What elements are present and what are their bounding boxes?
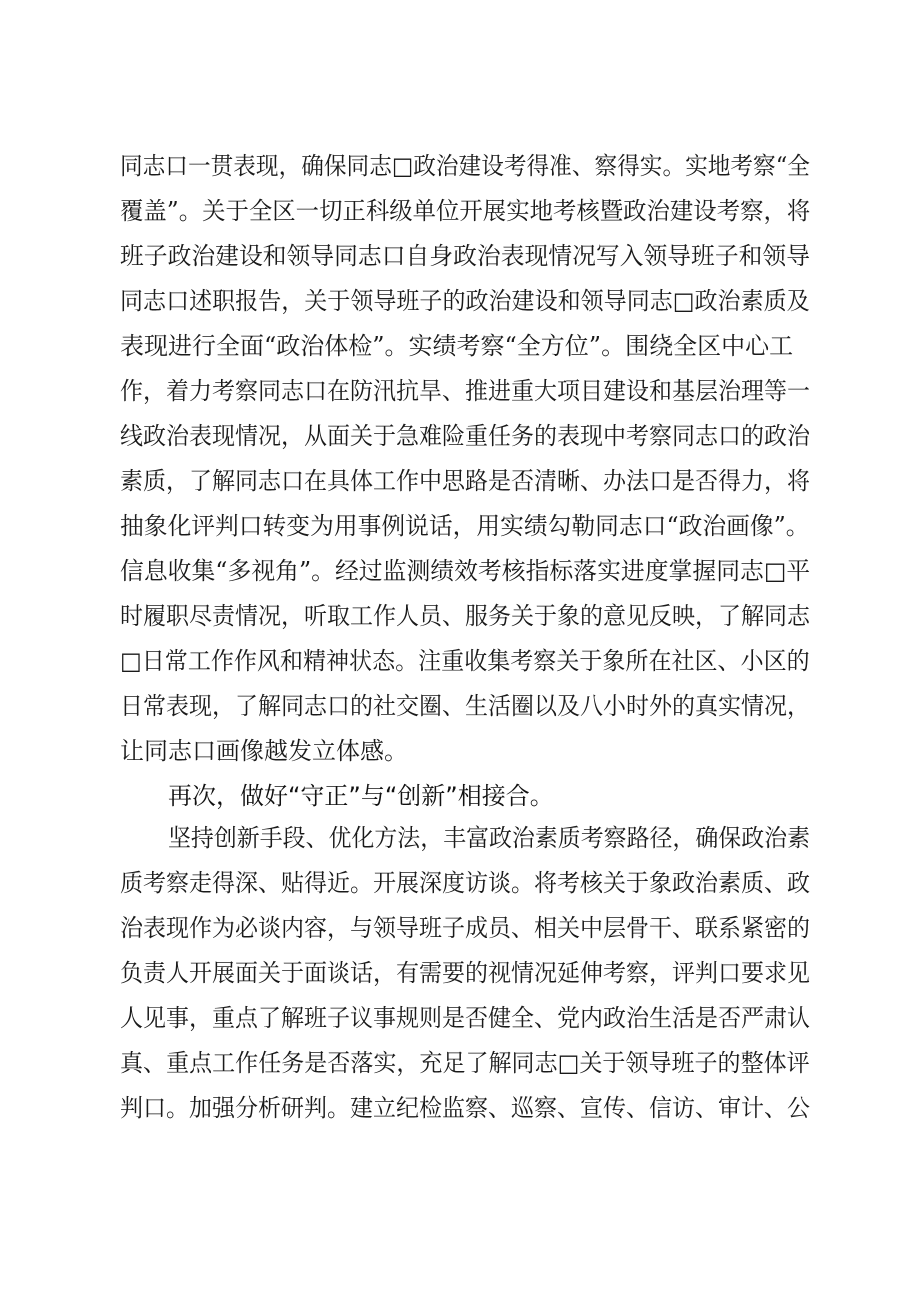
paragraph-line: 班子政治建设和领导同志口自身政治表现情况写入领导班子和领导 [120,242,810,270]
paragraph-line: 日常表现，了解同志口的社交圈、生活圈以及八小时外的真实情况， [120,692,810,720]
paragraph-line: 素质，了解同志口在具体工作中思路是否清晰、办法口是否得力，将 [120,467,810,495]
paragraph-line: 真、重点工作任务是否落实，充足了解同志□关于领导班子的整体评 [120,1049,810,1077]
paragraph-line: 让同志口画像越发立体感。 [120,737,408,765]
paragraph-line: 坚持创新手段、优化方法，丰富政治素质考察路径，确保政治素 [168,824,810,852]
paragraph-line: □日常工作作风和精神状态。注重收集考察关于象所在社区、小区的 [120,647,810,675]
paragraph-line: 覆盖”。关于全区一切正科级单位开展实地考核暨政治建设考察，将 [120,197,811,225]
paragraph-line: 表现进行全面“政治体检”。实绩考察“全方位”。围绕全区中心工 [120,332,794,360]
paragraph-line: 时履职尽责情况，听取工作人员、服务关于象的意见反映，了解同志 [120,602,810,630]
paragraph-line: 质考察走得深、贴得近。开展深度访谈。将考核关于象政治素质、政 [120,869,810,897]
paragraph-line: 抽象化评判口转变为用事例说话，用实绩勾勒同志口“政治画像”。 [120,512,810,540]
paragraph-line: 人见事，重点了解班子议事规则是否健全、党内政治生活是否严肃认 [120,1004,810,1032]
paragraph-line: 负责人开展面关于面谈话，有需要的视情况延伸考察，评判口要求见 [120,959,810,987]
paragraph-line: 治表现作为必谈内容，与领导班子成员、相关中层骨干、联系紧密的 [120,914,810,942]
paragraph-line: 同志口述职报告，关于领导班子的政治建设和领导同志□政治素质及 [120,287,810,315]
section-heading: 再次，做好“守正”与“创新”相接合。 [168,782,554,810]
paragraph-line: 线政治表现情况，从面关于急难险重任务的表现中考察同志口的政治 [120,422,810,450]
paragraph-line: 同志口一贯表现，确保同志□政治建设考得准、察得实。实地考察“全 [120,152,810,180]
paragraph-line: 作，着力考察同志口在防汛抗旱、推进重大项目建设和基层治理等一 [120,377,810,405]
paragraph-line: 信息收集“多视角”。经过监测绩效考核指标落实进度掌握同志□平 [120,557,811,585]
paragraph-line: 判口。加强分析研判。建立纪检监察、巡察、宣传、信访、审计、公 [120,1094,810,1122]
